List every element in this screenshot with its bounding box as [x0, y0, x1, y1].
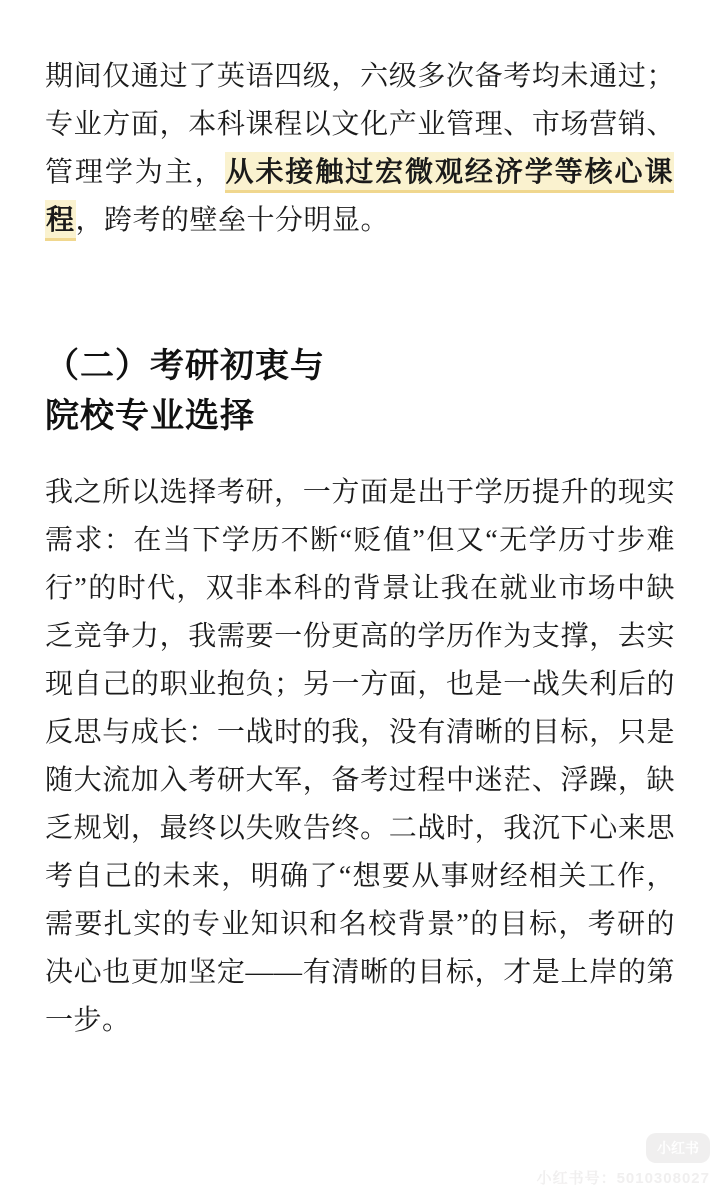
section-heading-line1: （二）考研初衷与	[45, 348, 325, 385]
watermark	[537, 1133, 710, 1188]
section-heading	[45, 342, 675, 442]
highlighted-text: 从未接触过宏微观经济学等核心课程	[45, 152, 674, 241]
plain-text: 期间仅通过了英语四级，六级多次备考均未通过；专业方面，本科课程以文化产业管理、市场营销、管理学为主，	[45, 61, 675, 188]
xiaohongshu-id-text: 小红书号：5010308027	[536, 1170, 710, 1187]
section-heading-line2: 院校专业选择	[45, 398, 255, 435]
main-paragraph: 我之所以选择考研，一方面是出于学历提升的现实需求：在当下学历不断“贬值”但又“无学历寸步难行”的时代，双非本科的背景让我在就业市场中缺乏竞争力，我需要一份更高的学历作为支撑，去实现自己的职业抱负；另一方面，也是一战失利后的反思与成长：一战时的我，没有清晰的目标，只是随大流加入考研大军，备考过程中迷茫、浮躁，缺乏规划，最终以失败告终。二战时，我沉下心来思考自己的未来，明确了“想要从事财经相关工作，需要扎实的专业知识和名校背景”的目标，考研的决心也更加坚定——有清晰的目标，才是上岸的第一步。	[45, 477, 675, 1036]
intro-paragraph	[45, 53, 675, 245]
xiaohongshu-logo-badge: 小红书	[646, 1133, 710, 1163]
plain-text: ，跨考的壁垒十分明显。	[75, 205, 390, 236]
